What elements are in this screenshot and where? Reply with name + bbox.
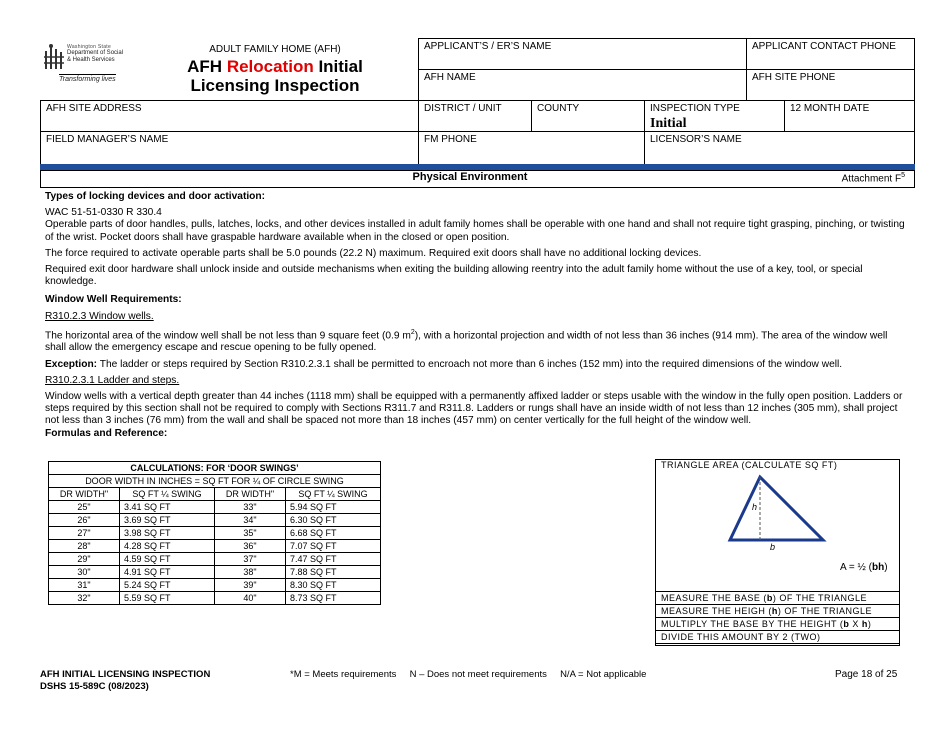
agency-name: Department of Social & Health Services <box>67 50 124 63</box>
step-text: MULTIPLY THE BASE BY THE HEIGHT ( <box>661 619 844 629</box>
attachment-sup: 5 <box>901 172 905 179</box>
triangle-formula <box>840 562 888 573</box>
calc-cell: 8.30 SQ FT <box>286 579 381 592</box>
footer-form-number: DSHS 15-589C (08/2023) <box>40 681 149 692</box>
calc-row <box>49 540 381 553</box>
calc-row <box>49 553 381 566</box>
calc-cell: 29" <box>49 553 120 566</box>
calc-cell: 3.41 SQ FT <box>120 501 215 514</box>
calc-cell: 37" <box>215 553 286 566</box>
calc-cell: 40" <box>215 592 286 605</box>
calc-header: DR WIDTH" <box>215 488 286 501</box>
window-p1a: The horizontal area of the window well shall be not less than 9 square feet (0.9 m <box>45 330 411 342</box>
footer-form-name: AFH INITIAL LICENSING INSPECTION <box>40 669 211 680</box>
step-var: b <box>843 619 850 629</box>
afh-site-phone-label: AFH SITE PHONE <box>752 72 836 83</box>
page-title <box>135 57 415 95</box>
exception-text: The ladder or steps required by Section R310.2.3.1 shall be permitted to encroach not more than 6 inches (152 mm) into the required dimensions of the window well. <box>97 358 843 370</box>
triangle-h-label: h <box>752 502 758 512</box>
step-text: ) <box>867 619 872 629</box>
calc-cell: 6.68 SQ FT <box>286 527 381 540</box>
footer-form-info <box>40 669 210 693</box>
calc-cell: 31" <box>49 579 120 592</box>
triangle-step-2 <box>655 604 900 618</box>
step-text: ) OF THE TRIANGLE <box>777 606 873 616</box>
applicant-name-label: APPLICANT’S / ER’S NAME <box>424 41 552 52</box>
calc-cell: 28" <box>49 540 120 553</box>
exception-paragraph <box>45 359 910 371</box>
r310-2-3-1-heading: R310.2.3.1 Ladder and steps. <box>45 374 180 386</box>
triangle-step-4: DIVIDE THIS AMOUNT BY 2 (TWO) <box>655 630 900 644</box>
fm-phone-field[interactable] <box>418 131 645 165</box>
calc-cell: 35" <box>215 527 286 540</box>
window-p1b: ), with a horizontal projection and width of not less than 36 inches (914 mm). The area of the window well shall allow the emergency escape and rescue opening to be fully opened. <box>45 330 888 354</box>
calc-cell: 26" <box>49 514 120 527</box>
afh-site-address-label: AFH SITE ADDRESS <box>46 103 142 114</box>
title-red: Relocation <box>226 57 314 76</box>
calc-cell: 39" <box>215 579 286 592</box>
triangle-shape <box>730 477 823 540</box>
licensor-field[interactable] <box>644 131 915 165</box>
calc-cell: 33" <box>215 501 286 514</box>
district-unit-label: DISTRICT / UNIT <box>424 103 502 114</box>
county-field[interactable] <box>531 100 645 132</box>
form-small-title: ADULT FAMILY HOME (AFH) <box>209 44 341 55</box>
calc-title: CALCULATIONS: FOR ‘DOOR SWINGS’ <box>49 462 381 475</box>
formula-suffix: ) <box>884 562 888 573</box>
calc-cell: 7.47 SQ FT <box>286 553 381 566</box>
dshs-logo <box>42 43 127 87</box>
calc-cell: 27" <box>49 527 120 540</box>
formulas-heading: Formulas and Reference: <box>45 427 168 439</box>
twelve-month-date-field[interactable] <box>784 100 915 132</box>
calc-cell: 36" <box>215 540 286 553</box>
triangle-step-3 <box>655 617 900 631</box>
wac-reference: WAC 51-51-0330 R 330.4 <box>45 207 162 219</box>
calc-cell: 38" <box>215 566 286 579</box>
ladder-paragraph: Window wells with a vertical depth greater than 44 inches (1118 mm) shall be equipped with a permanently affixed ladder or steps usable with the window in the fully open position. Ladders or steps required by this section shall not be required to comply with Sections R311.7 and R311.8. Ladders or rungs shall have an inside width of not less than 12 inches (305 mm), shall project not less than 3 inches (76 mm) from the wall and shall be spaced not more than 18 inches (457 mm) on center vertically for the full height of the window well. <box>45 391 903 427</box>
window-paragraph-1 <box>45 327 910 355</box>
twelve-month-date-label: 12 MONTH DATE <box>790 103 870 114</box>
exception-label: Exception: <box>45 358 98 370</box>
attachment-label <box>842 172 905 184</box>
door-swing-calc-table <box>48 461 381 605</box>
body-content <box>45 191 910 440</box>
step-text: MEASURE THE HEIGH ( <box>661 606 772 616</box>
triangle-step-1 <box>655 591 900 605</box>
calc-cell: 7.88 SQ FT <box>286 566 381 579</box>
locking-paragraph-3: Required exit door hardware shall unlock inside and outside mechanisms when exiting the building allowing reentry into the adult family home without the use of a key, tool, or special knowledge. <box>45 264 863 288</box>
calc-header: DR WIDTH" <box>49 488 120 501</box>
inspection-type-label: INSPECTION TYPE <box>650 103 740 114</box>
calc-cell: 32" <box>49 592 120 605</box>
calc-cell: 34" <box>215 514 286 527</box>
attachment-text: Attachment F <box>841 173 902 185</box>
applicant-phone-label: APPLICANT CONTACT PHONE <box>752 41 896 52</box>
agency-state: Washington State <box>67 44 112 50</box>
calc-cell: 5.94 SQ FT <box>286 501 381 514</box>
calc-cell: 5.24 SQ FT <box>120 579 215 592</box>
r310-2-3-heading: R310.2.3 Window wells. <box>45 310 154 322</box>
calc-cell: 3.98 SQ FT <box>120 527 215 540</box>
title-prefix: AFH <box>187 57 227 76</box>
footer-page-number: Page 18 of 25 <box>835 669 898 680</box>
inspection-type-value: Initial <box>650 116 687 131</box>
calc-header: SQ FT ¼ SWING <box>120 488 215 501</box>
window-p1-sup: 2 <box>410 328 415 336</box>
inspection-type-field[interactable] <box>644 100 785 132</box>
calc-cell: 4.28 SQ FT <box>120 540 215 553</box>
applicant-phone-field[interactable] <box>746 38 915 70</box>
afh-name-label: AFH NAME <box>424 72 476 83</box>
calc-cell: 5.59 SQ FT <box>120 592 215 605</box>
calc-cell: 4.91 SQ FT <box>120 566 215 579</box>
calc-subtitle: DOOR WIDTH IN INCHES = SQ FT FOR ¼ OF CIRCLE SWING <box>49 475 381 488</box>
triangle-heading: TRIANGLE AREA (CALCULATE SQ FT) <box>661 460 838 470</box>
step-text: MEASURE THE BASE ( <box>661 593 767 603</box>
triangle-b-label: b <box>770 542 776 552</box>
calc-header-row <box>49 488 381 501</box>
locking-paragraph-2: The force required to activate operable parts shall be 5.0 pounds (22.2 N) maximum. Required exit doors shall have no additional locking devices. <box>45 247 702 259</box>
calc-cell: 3.69 SQ FT <box>120 514 215 527</box>
formula-prefix: A = ½ ( <box>840 562 872 573</box>
field-manager-label: FIELD MANAGER’S NAME <box>46 134 169 145</box>
afh-name-field[interactable] <box>418 69 747 101</box>
locking-paragraph-1: Operable parts of door handles, pulls, latches, locks, and other devices installed in adult family homes shall be operable with one hand and shall not require tight grasping, pinching, or twisting of the wrist. Pocket doors shall have graspable hardware available when in the closed or open position. <box>45 219 905 243</box>
licensor-label: LICENSOR’S NAME <box>650 134 742 145</box>
step-var: h <box>861 619 868 629</box>
calc-row <box>49 566 381 579</box>
calc-row <box>49 592 381 605</box>
calc-header: SQ FT ¼ SWING <box>286 488 381 501</box>
calc-cell: 6.30 SQ FT <box>286 514 381 527</box>
triangle-diagram <box>720 472 840 552</box>
title-suffix: Initial <box>313 57 363 76</box>
district-unit-field[interactable] <box>418 100 532 132</box>
calc-cell: 30" <box>49 566 120 579</box>
dshs-emblem-icon <box>42 43 66 73</box>
calc-row <box>49 514 381 527</box>
step-text: X <box>849 619 862 629</box>
step-text: ) OF THE TRIANGLE <box>772 593 868 603</box>
calc-cell: 8.73 SQ FT <box>286 592 381 605</box>
calc-row <box>49 579 381 592</box>
fm-phone-label: FM PHONE <box>424 134 477 145</box>
calc-cell: 7.07 SQ FT <box>286 540 381 553</box>
window-heading: Window Well Requirements: <box>45 294 182 306</box>
formula-bold: bh <box>871 562 885 573</box>
calc-cell: 25" <box>49 501 120 514</box>
county-label: COUNTY <box>537 103 580 114</box>
applicant-name-field[interactable] <box>418 38 747 70</box>
footer-legend: *M = Meets requirements N – Does not meet requirements N/A = Not applicable <box>290 669 647 680</box>
calc-cell: 4.59 SQ FT <box>120 553 215 566</box>
afh-site-phone-field[interactable] <box>746 69 915 101</box>
step-var: b <box>766 593 773 603</box>
step-var: h <box>771 606 778 616</box>
afh-site-address-field[interactable] <box>40 100 419 132</box>
calc-row <box>49 527 381 540</box>
section-title: Physical Environment <box>412 171 528 183</box>
locking-heading: Types of locking devices and door activation: <box>45 191 266 202</box>
title-line2: Licensing Inspection <box>190 76 360 95</box>
agency-tagline: Transforming lives <box>59 76 116 83</box>
calc-row <box>49 501 381 514</box>
field-manager-field[interactable] <box>40 131 419 165</box>
